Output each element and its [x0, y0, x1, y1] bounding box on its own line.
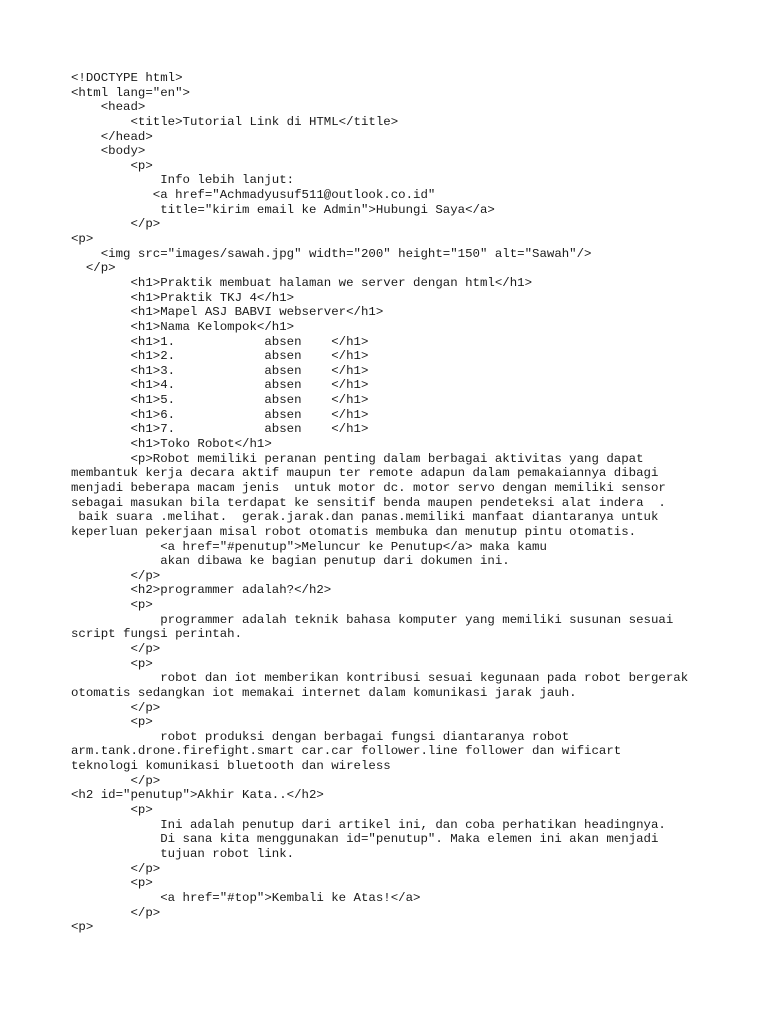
code-line: </p> — [71, 700, 161, 715]
code-line: <p>Robot memiliki peranan penting dalam berbagai aktivitas yang dapat — [71, 451, 644, 466]
code-line: </p> — [71, 568, 161, 583]
code-line: robot produksi dengan berbagai fungsi diantaranya robot — [71, 729, 570, 744]
code-line: arm.tank.drone.firefight.smart car.car follower.line follower dan wificart — [71, 744, 622, 759]
code-line: <head> — [71, 100, 146, 115]
code-line: </p> — [71, 261, 116, 276]
code-line: <h1>1. absen </h1> — [71, 334, 369, 349]
code-line: </head> — [71, 129, 153, 144]
code-line: <h1>2. absen </h1> — [71, 349, 369, 364]
code-line: </p> — [71, 217, 161, 232]
code-line: <html lang="en"> — [71, 85, 190, 100]
code-line: <a href="Achmadyusuf511@outlook.co.id" — [71, 188, 436, 203]
code-line: </p> — [71, 905, 161, 920]
code-line: Info lebih lanjut: — [71, 173, 295, 188]
code-line: <h1>Praktik membuat halaman we server dengan html</h1> — [71, 275, 533, 290]
code-line: <p> — [71, 876, 153, 891]
code-line: <p> — [71, 158, 153, 173]
code-line: robot dan iot memberikan kontribusi sesuai kegunaan pada robot bergerak — [71, 671, 689, 686]
code-line: <h1>4. absen </h1> — [71, 378, 369, 393]
code-line: <body> — [71, 144, 146, 159]
code-line: tujuan robot link. — [71, 846, 295, 861]
code-line: sebagai masukan bila terdapat ke sensitif benda maupen pendeteksi alat indera . — [71, 495, 666, 510]
code-line: script fungsi perintah. — [71, 627, 243, 642]
code-line: <p> — [71, 715, 153, 730]
code-line: </p> — [71, 773, 161, 788]
code-line: membantuk kerja decara aktif maupun ter remote adapun dalam pemakaiannya dibagi — [71, 466, 659, 481]
code-line: <title>Tutorial Link di HTML</title> — [71, 114, 399, 129]
code-line: <p> — [71, 598, 153, 613]
code-line: <a href="#top">Kembali ke Atas!</a> — [71, 890, 421, 905]
code-line: <h1>7. absen </h1> — [71, 422, 369, 437]
code-line: teknologi komunikasi bluetooth dan wireless — [71, 759, 391, 774]
code-line: <h1>5. absen </h1> — [71, 393, 369, 408]
code-line: menjadi beberapa macam jenis untuk motor dc. motor servo dengan memiliki sensor — [71, 480, 666, 495]
code-line: title="kirim email ke Admin">Hubungi Saya</a> — [71, 202, 495, 217]
code-line: <p> — [71, 803, 153, 818]
code-line: <!DOCTYPE html> — [71, 71, 183, 85]
code-line: <p> — [71, 232, 94, 247]
code-line: <h1>Toko Robot</h1> — [71, 437, 272, 452]
code-line: akan dibawa ke bagian penutup dari dokumen ini. — [71, 554, 510, 569]
code-line: <h2 id="penutup">Akhir Kata..</h2> — [71, 788, 324, 803]
code-line: </p> — [71, 861, 161, 876]
code-line: <h1>Nama Kelompok</h1> — [71, 319, 295, 334]
code-line: <h1>Praktik TKJ 4</h1> — [71, 290, 295, 305]
code-line: keperluan pekerjaan misal robot otomatis membuka dan menutup pintu otomatis. — [71, 524, 637, 539]
code-line: <img src="images/sawah.jpg" width="200" height="150" alt="Sawah"/> — [71, 246, 592, 261]
code-line: Di sana kita menggunakan id="penutup". Maka elemen ini akan menjadi — [71, 832, 659, 847]
code-line: </p> — [71, 641, 161, 656]
code-line: <h1>6. absen </h1> — [71, 407, 369, 422]
code-listing — [71, 71, 688, 935]
code-line: baik suara .melihat. gerak.jarak.dan panas.memiliki manfaat diantaranya untuk — [71, 510, 659, 525]
code-line: programmer adalah teknik bahasa komputer yang memiliki susunan sesuai — [71, 612, 674, 627]
code-line: <h1>3. absen </h1> — [71, 363, 369, 378]
code-line: <h2>programmer adalah?</h2> — [71, 583, 332, 598]
code-line: <a href="#penutup">Meluncur ke Penutup</a> maka kamu — [71, 539, 547, 554]
code-line: <p> — [71, 920, 94, 935]
code-line: <h1>Mapel ASJ BABVI webserver</h1> — [71, 305, 384, 320]
code-line: otomatis sedangkan iot memakai internet dalam komunikasi jarak jauh. — [71, 685, 577, 700]
code-line: <p> — [71, 656, 153, 671]
code-line: Ini adalah penutup dari artikel ini, dan coba perhatikan headingnya. — [71, 817, 666, 832]
